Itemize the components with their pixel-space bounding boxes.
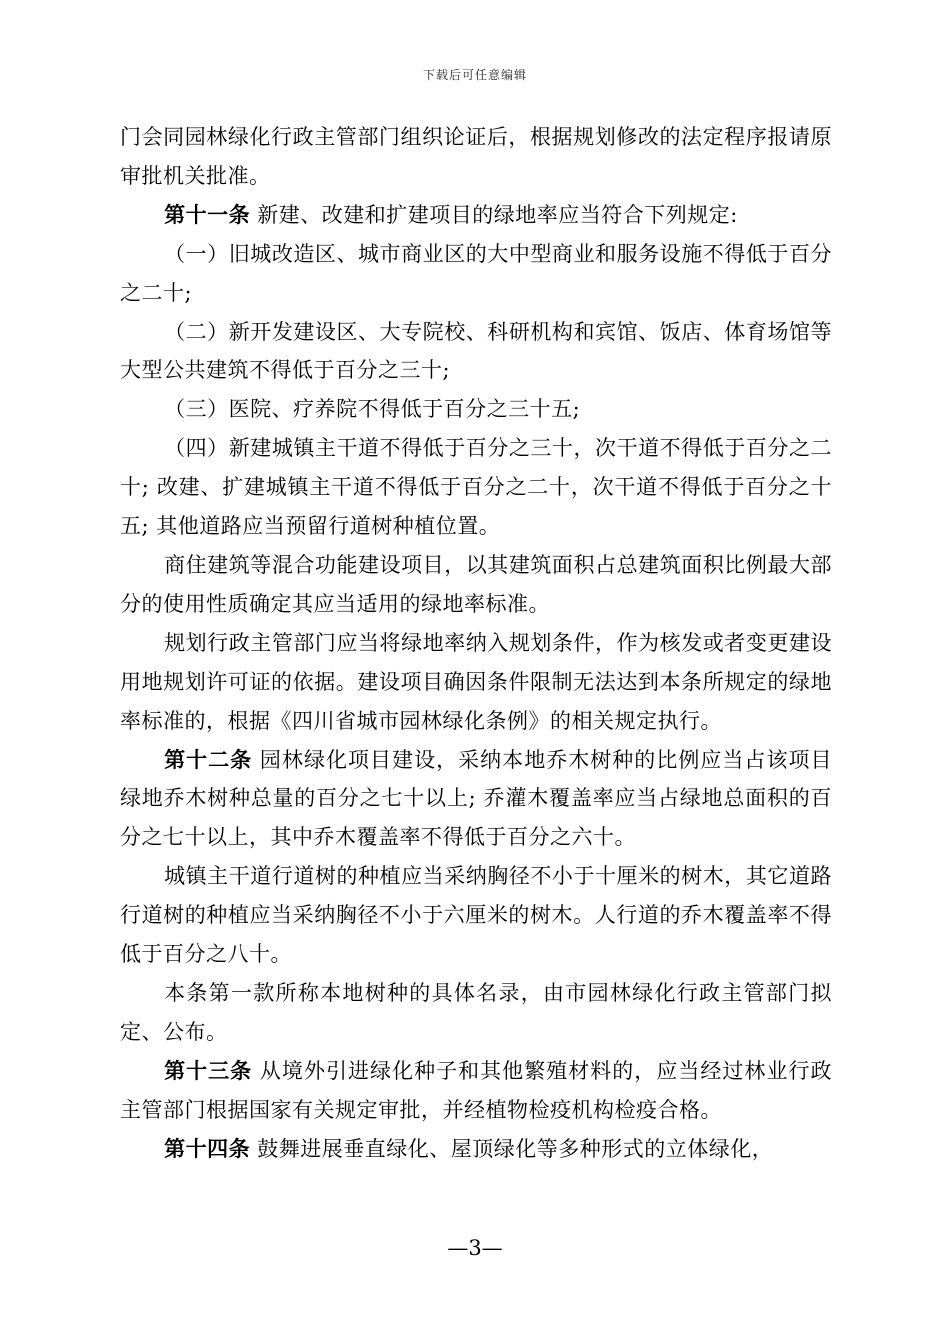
paragraph-text: 商住建筑等混合功能建设项目，以其建筑面积占总建筑面积比例最大部分的使用性质确定其应当适用的绿地率标准。: [120, 552, 832, 616]
article-label: 第十四条: [164, 1135, 251, 1161]
paragraph-text: 规划行政主管部门应当将绿地率纳入规划条件，作为核发或者变更建设用地规划许可证的依据。建设项目确因条件限制无法达到本条所规定的绿地率标准的，根据《四川省城市园林绿化条例》的相关规定执行。: [120, 630, 832, 733]
paragraph-street-trees: [120, 857, 832, 974]
article-label: 第十一条: [164, 201, 251, 227]
paragraph-text: 从境外引进绿化种子和其他繁殖材料的，应当经过林业行政主管部门根据国家有关规定审批，并经植物检疫机构检疫合格。: [120, 1058, 832, 1122]
page-number: —3—: [447, 1236, 503, 1260]
article-label: 第十二条: [164, 746, 253, 772]
article-label: 第十三条: [164, 1057, 253, 1083]
paragraph-text: 城镇主干道行道树的种植应当采纳胸径不小于十厘米的树木，其它道路行道树的种植应当采纳胸径不小于六厘米的树木。人行道的乔木覆盖率不得低于百分之八十。: [120, 864, 832, 967]
article-11-item-3: [120, 390, 832, 429]
paragraph-continuation: [120, 118, 832, 196]
article-13: [120, 1052, 832, 1130]
paragraph-text: 园林绿化项目建设，采纳本地乔木树种的比例应当占该项目绿地乔木树种总量的百分之七十以上; 乔灌木覆盖率应当占绿地总面积的百分之七十以上，其中乔木覆盖率不得低于百分之六十。: [120, 747, 832, 850]
paragraph-text: （三）医院、疗养院不得低于百分之三十五;: [164, 397, 581, 422]
paragraph-text: 鼓舞进展垂直绿化、屋顶绿化等多种形式的立体绿化，: [250, 1136, 774, 1161]
article-11-item-1: [120, 235, 832, 313]
article-12: [120, 741, 832, 858]
paragraph-text: （一）旧城改造区、城市商业区的大中型商业和服务设施不得低于百分之二十;: [120, 241, 832, 305]
article-11: [120, 196, 832, 235]
article-11-item-2: [120, 313, 832, 391]
paragraph-species-list: [120, 974, 832, 1052]
article-14: [120, 1130, 832, 1169]
paragraph-text: （四）新建城镇主干道不得低于百分之三十，次干道不得低于百分之二十; 改建、扩建城镇主干道不得低于百分之二十，次干道不得低于百分之十五; 其他道路应当预留行道树种植位置。: [120, 436, 832, 539]
header-note: 下载后可任意编辑: [422, 68, 527, 82]
paragraph-text: 新建、改建和扩建项目的绿地率应当符合下列规定:: [250, 202, 738, 227]
paragraph-text: 门会同园林绿化行政主管部门组织论证后，根据规划修改的法定程序报请原审批机关批准。: [120, 125, 832, 188]
paragraph-text: 本条第一款所称本地树种的具体名录，由市园林绿化行政主管部门拟定、公布。: [120, 980, 832, 1044]
article-11-item-4: [120, 429, 832, 546]
paragraph-text: （二）新开发建设区、大专院校、科研机构和宾馆、饭店、体育场馆等大型公共建筑不得低于百分之三十;: [120, 319, 832, 383]
document-body: [120, 118, 832, 1168]
paragraph-mixed-use: [120, 546, 832, 624]
paragraph-planning: [120, 624, 832, 741]
